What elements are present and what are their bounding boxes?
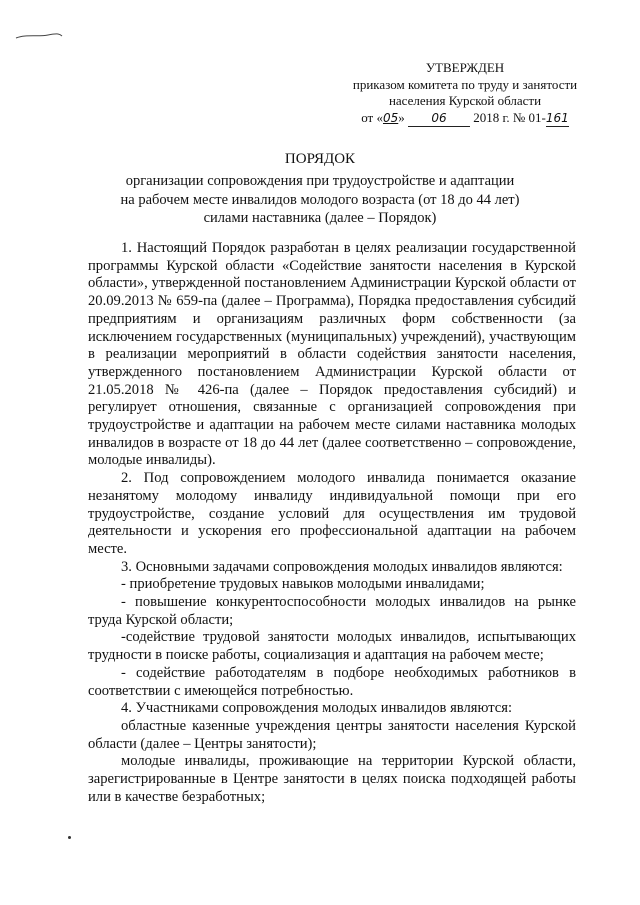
document-title: ПОРЯДОК [284,151,356,167]
date-mid: » [398,109,405,125]
paragraph-1: 1. Настоящий Порядок разработан в целях реализации государственной программы Курской области «Содействие занятости населения в Курской области», утвержденной постановлением Администрации Курской области от 20.09.2013 № 659-па (далее – Программа), Порядка предоставления субсидий предприятиям и организациям различных форм собственности (за исключением государственных (муниципальных) учреждений), участвующим в реализации мероприятий в области содействия занятости населения, утвержденного постановлением Администрации Курской области от 21.05.2018 № 426-па (далее – Порядок предоставления субсидий) и регулирует отношения, связанные с организацией сопровождения при трудоустройстве и адаптации на рабочем месте силами наставника молодых инвалидов в возрасте от 18 до 44 лет (далее соответственно – сопровождение, молодые инвалиды). [88,240,576,469]
date-prefix: от « [361,109,383,125]
paragraph-4: 4. Участниками сопровождения молодых инвалидов являются: [121,700,512,717]
approval-order-line: приказом комитета по труду и занятости [352,76,578,92]
task-item: - содействие работодателям в подборе необходимых работников в соответствии с имеющейся потребностью. [88,664,576,699]
document-subtitle [70,172,570,228]
task-item: -содействие трудовой занятости молодых инвалидов, испытывающих трудности в поиске работы, социализация и адаптация на рабочем месте; [88,629,576,664]
order-number-handwritten: 161 [546,110,569,128]
participant-item: молодые инвалиды, проживающие на территории Курской области, зарегистрированные в Центре занятости в целях поиска подходящей работы или в качестве безработных; [88,753,576,805]
margin-dot [68,836,71,839]
date-year-number: 2018 г. № 01- [473,109,546,125]
document-body [88,240,576,807]
subtitle-line: на рабочем месте инвалидов молодого возраста (от 18 до 44 лет) [120,191,520,208]
approval-heading: УТВЕРЖДЕН [425,60,505,75]
subtitle-line: силами наставника (далее – Порядок) [203,210,437,226]
approval-org-line: населения Курской области [388,93,542,108]
date-day-handwritten: 05 [382,110,399,125]
paragraph-2: 2. Под сопровождением молодого инвалида понимается оказание незанятому молодому инвалиду индивидуальной помощи при его трудоустройстве, создание условий для осуществления им трудовой деятельности и ускорения его профессиональной адаптации на рабочем месте. [88,470,576,557]
date-month-handwritten: 06 [408,110,470,128]
approval-stamp-block [340,60,590,127]
participant-item: областные казенные учреждения центры занятости населения Курской области (далее – Центры занятости); [88,717,576,752]
task-item: - приобретение трудовых навыков молодыми инвалидами; [121,576,485,593]
approval-date-line [340,110,590,128]
task-item: - повышение конкурентоспособности молодых инвалидов на рынке труда Курской области; [88,594,576,628]
subtitle-line: организации сопровождения при трудоустройстве и адаптации [125,173,515,189]
pen-mark [14,28,64,44]
paragraph-3: 3. Основными задачами сопровождения молодых инвалидов являются: [121,558,563,575]
